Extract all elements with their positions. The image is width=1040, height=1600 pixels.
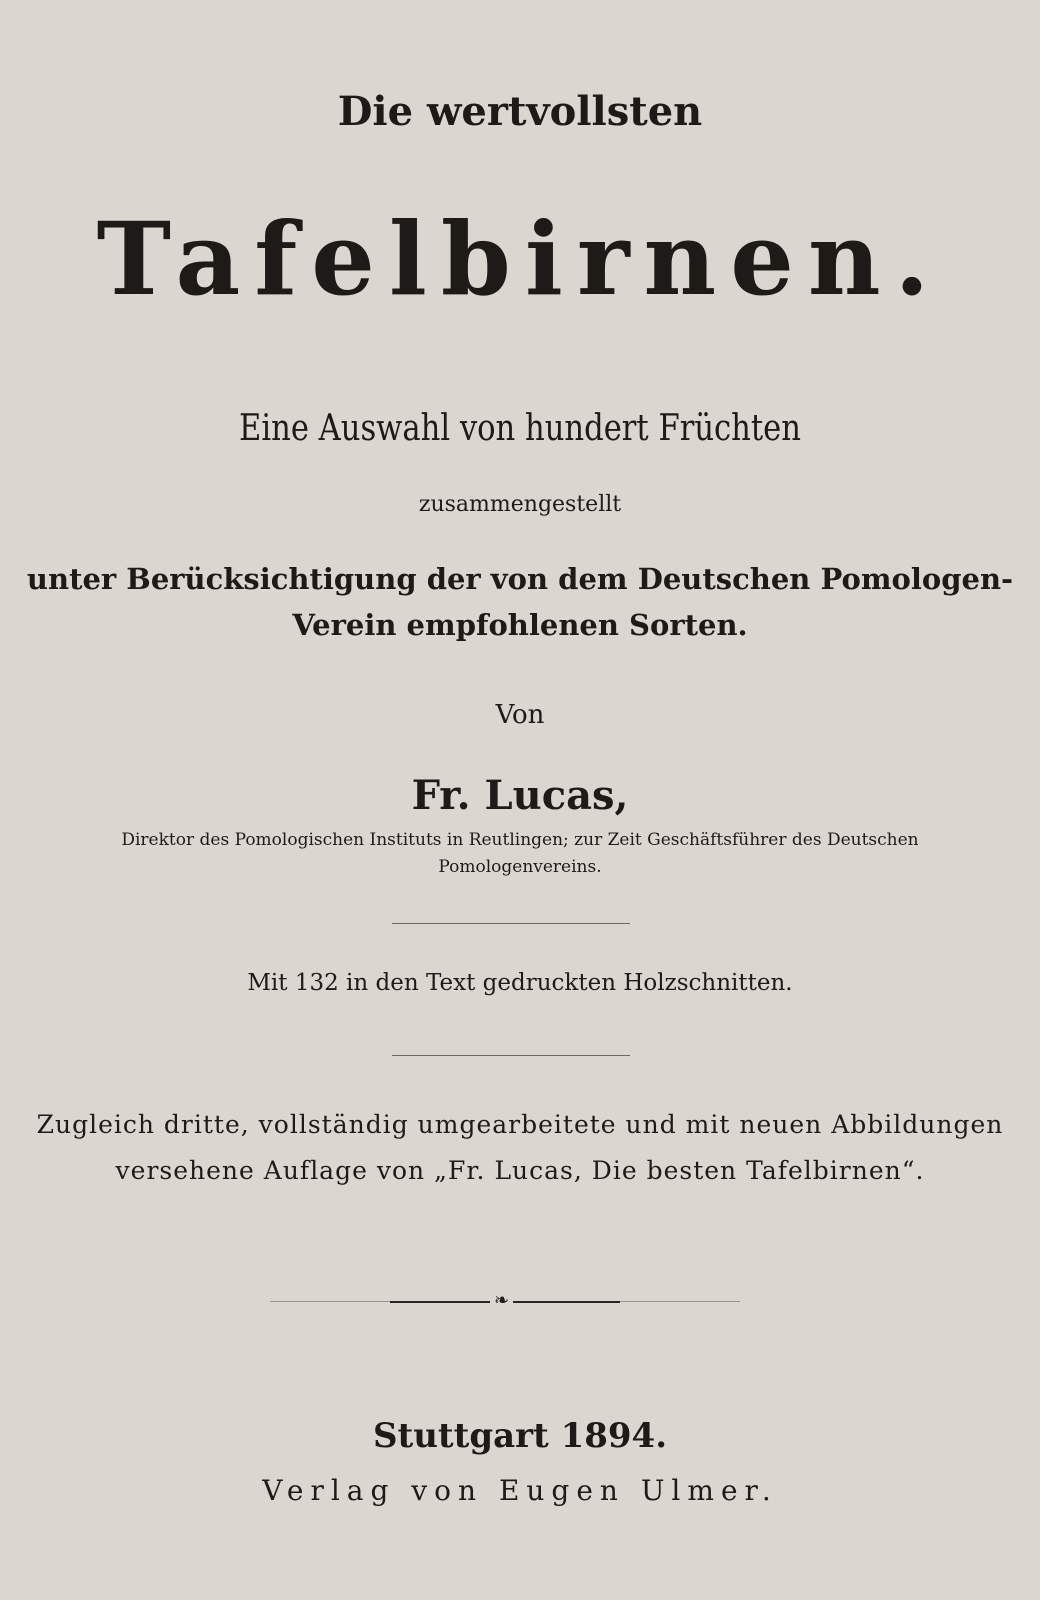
ornament-divider	[270, 1292, 740, 1312]
subtitle: Eine Auswahl von hundert Früchten	[239, 408, 801, 449]
author-role-line-1: Direktor des Pomologischen Instituts in Reutlingen; zur Zeit Geschäftsführer des Deutschen	[121, 830, 919, 850]
fleuron-icon: ❧	[490, 1290, 513, 1311]
main-title: Tafelbirnen.	[96, 200, 944, 318]
publisher: Verlag von Eugen Ulmer.	[262, 1474, 778, 1507]
consideration-line-1: unter Berücksichtigung der von dem Deutschen Pomologen-	[26, 562, 1014, 596]
compiled-text: zusammengestellt	[418, 492, 622, 517]
title-pre: Die wertvollsten	[337, 88, 703, 135]
place-year: Stuttgart 1894.	[372, 1416, 668, 1456]
divider	[392, 1055, 630, 1056]
divider	[392, 923, 630, 924]
by-text: Von	[495, 700, 545, 730]
consideration-line-2: Verein empfohlenen Sorten.	[292, 608, 748, 642]
edition-line-1: Zugleich dritte, vollständig umgearbeitete und mit neuen Abbildungen	[36, 1110, 1004, 1139]
illustrations-note: Mit 132 in den Text gedruckten Holzschnitten.	[247, 970, 793, 996]
edition-line-2: versehene Auflage von „Fr. Lucas, Die besten Tafelbirnen“.	[115, 1156, 925, 1185]
author-role-line-2: Pomologenvereins.	[438, 857, 602, 877]
author-name: Fr. Lucas,	[411, 772, 629, 819]
